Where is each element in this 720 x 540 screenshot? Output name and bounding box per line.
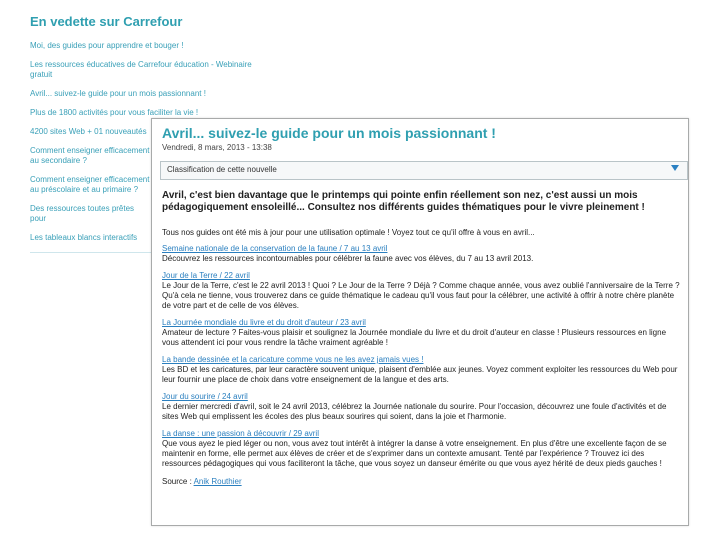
guide-description: Que vous ayez le pied léger ou non, vous avez tout intérêt à intégrer la danse à votre enseignement. En plus d'être une excellente façon de se maintenir en forme, elle permet aux élèves de créer et de s'exprimer dans un contexte amusant. Tenté par l'expérience ? Trouvez ici des ressources pédagogiques qui vous faciliteront la tâche, que vous soyez un danseur émérite ou que vous ayez hérité de deux pieds gauches !: [162, 439, 667, 468]
guide-section: [162, 271, 682, 311]
source-author-link[interactable]: Anik Routhier: [193, 477, 242, 486]
article-lead: Avril, c'est bien davantage que le printemps qui pointe enfin réellement son nez, c'est aussi un mois pédagogiquement ensoleillé... Consultez nos différents guides thématiques pour le vivre pleinement !: [162, 190, 645, 213]
guide-section: [162, 392, 682, 422]
guide-link[interactable]: Jour de la Terre / 22 avril: [162, 271, 250, 280]
article-source: [162, 477, 682, 486]
sidebar-link[interactable]: Des ressources toutes prêtes pour: [30, 204, 135, 223]
article-content: [162, 125, 682, 486]
article-date: Vendredi, 8 mars, 2013 - 13:38: [162, 143, 272, 152]
sidebar-link[interactable]: Plus de 1800 activités pour vous faciliter la vie !: [30, 108, 199, 117]
guide-description: Le dernier mercredi d'avril, soit le 24 avril 2013, célébrez la Journée nationale du sourire. Pour l'occasion, découvrez une foule d'activités et de sites Web qui emplissent les écoles des plus beaux sourires qui soient, dans la joie et l'harmonie.: [162, 402, 667, 421]
article-popup: [151, 118, 689, 526]
guide-description: Amateur de lecture ? Faites-vous plaisir et soulignez la Journée mondiale du livre et du droit d'auteur en classe ! Plusieurs ressources en ligne vous attendent ici pour vous rendre la tâche vraiment agréable !: [162, 328, 667, 347]
classification-dropdown[interactable]: [160, 161, 688, 180]
chevron-down-icon[interactable]: [671, 165, 679, 171]
article-intro: Tous nos guides ont été mis à jour pour une utilisation optimale ! Voyez tout ce qu'il offre à vous en avril...: [162, 228, 535, 237]
guide-section: [162, 244, 682, 264]
guide-description: Les BD et les caricatures, par leur caractère souvent unique, plaisent d'emblée aux jeunes. Voyez comment exploiter les ressources du Web pour leur fournir une place de choix dans votre enseignement de la langue et des arts.: [162, 365, 678, 384]
sidebar-link[interactable]: Les tableaux blancs interactifs: [30, 233, 138, 242]
sidebar-link[interactable]: Avril... suivez-le guide pour un mois passionnant !: [30, 89, 206, 98]
sidebar-link[interactable]: Comment enseigner efficacement au secondaire ?: [30, 146, 150, 165]
guide-section: [162, 429, 682, 469]
article-title: Avril... suivez-le guide pour un mois passionnant !: [162, 125, 496, 141]
sidebar-link[interactable]: Comment enseigner efficacement au préscolaire et au primaire ?: [30, 175, 150, 194]
guide-description: Découvrez les ressources incontournables pour célébrer la faune avec vos élèves, du 7 au 13 avril 2013.: [162, 254, 534, 263]
sidebar-link[interactable]: 4200 sites Web + 01 nouveautés: [30, 127, 147, 136]
guide-description: Le Jour de la Terre, c'est le 22 avril 2013 ! Quoi ? Le Jour de la Terre ? Déjà ? Comme chaque année, vous avez oublié l'anniversaire de la Terre ? Qu'à cela ne tienne, vous trouverez dans ce guide thématique le cadeau qu'il vous faut pour la célébrer, une activité à offrir à notre chère planète de votre part et de celle de vos élèves.: [162, 281, 680, 310]
source-label: Source :: [162, 477, 192, 486]
guide-link[interactable]: Jour du sourire / 24 avril: [162, 392, 248, 401]
guide-link[interactable]: La bande dessinée et la caricature comme vous ne les avez jamais vues !: [162, 355, 424, 364]
guide-section: [162, 355, 682, 385]
guide-section: [162, 318, 682, 348]
sidebar-link[interactable]: Les ressources éducatives de Carrefour éducation - Webinaire gratuit: [30, 60, 252, 79]
dropdown-label: Classification de cette nouvelle: [167, 165, 277, 174]
guide-link[interactable]: Semaine nationale de la conservation de la faune / 7 au 13 avril: [162, 244, 388, 253]
sidebar-divider: [30, 252, 152, 253]
guide-link[interactable]: La danse : une passion à découvrir / 29 avril: [162, 429, 319, 438]
guide-link[interactable]: La Journée mondiale du livre et du droit d'auteur / 23 avril: [162, 318, 366, 327]
sidebar-link[interactable]: Moi, des guides pour apprendre et bouger !: [30, 41, 184, 50]
sidebar-title: En vedette sur Carrefour: [30, 14, 183, 29]
